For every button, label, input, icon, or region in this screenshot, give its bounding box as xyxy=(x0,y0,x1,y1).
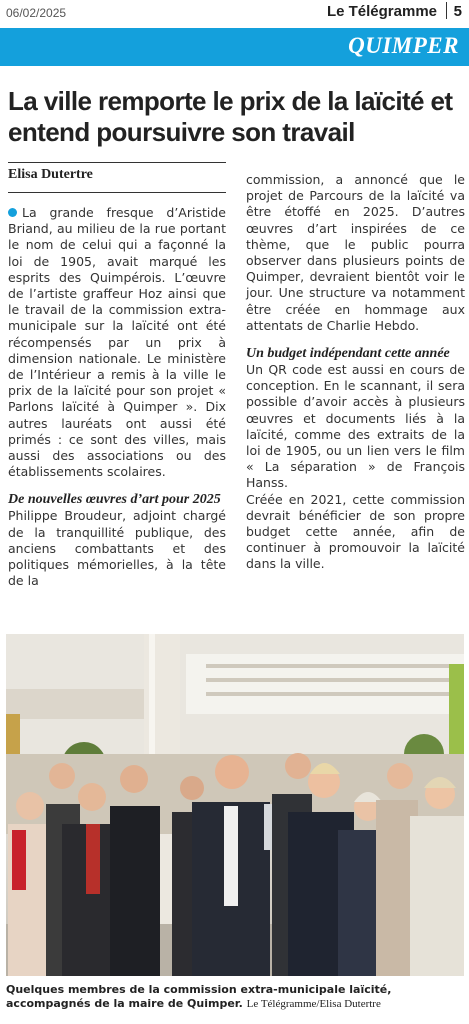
section-subhead: De nouvelles œuvres d’art pour 2025 xyxy=(8,492,221,508)
article-headline: La ville remporte le prix de la laïcité et entend poursuivre son travail xyxy=(8,86,453,147)
publication-name: Le Télégramme xyxy=(326,3,437,20)
article-paragraph: Créée en 2021, cette commission devrait bénéficier de son propre budget cette année, afin de continuer à promouvoir la laïcité dans la ville. xyxy=(246,491,465,572)
article-column-1 xyxy=(8,205,226,589)
section-subhead: Un budget indépendant cette année xyxy=(246,346,450,362)
article-paragraph: commission, a annoncé que le projet de Parcours de la laïcité va être étoffé en 2025. D’autres œuvres d’art inspirées de ce thème, que le public pourra observer dans plusieurs points de Quimper, devraient bientôt voir le jour. Une structure va notamment être créée en hommage aux attentats de Charlie Hebdo. xyxy=(246,172,465,333)
article-paragraph xyxy=(8,205,226,480)
bullet-icon xyxy=(8,208,17,217)
header-divider xyxy=(446,2,447,19)
page-number: 5 xyxy=(453,3,462,20)
section-banner xyxy=(0,28,469,66)
group-photo xyxy=(6,634,464,976)
photo-caption xyxy=(6,983,466,1011)
byline-rule-bottom xyxy=(8,192,226,193)
group-photo-illustration xyxy=(6,634,464,976)
article-paragraph: Philippe Broudeur, adjoint chargé de la tranquillité publique, des anciens combattants et des politiques mémorielles, à la tête de la xyxy=(8,508,226,589)
byline-rule-top xyxy=(8,162,226,163)
lead-text: La grande fresque d’Aristide Briand, au milieu de la rue portant le nom de celui qui a façonné la loi de 1905, avait marqué les esprits des Quimpérois. L’œuvre de l’artiste graffeur Hoz ainsi que le travail de la commission extra-municipale sur la laïcité ont été récompensés par un prix à dimension nationale. Le ministère de l’Intérieur a remis à la ville le prix de la laïcité pour son projet « Parlons laïcité à Quimper ». Dix autres lauréats ont aussi été primés : ce sont des villes, mais aussi des associations ou des établissements scolaires. xyxy=(8,205,226,480)
page-header xyxy=(0,0,469,26)
article-paragraph: Un QR code est aussi en cours de conception. En le scannant, il sera possible d’avoir accès à plusieurs œuvres et documents liés à la laïcité, comme des extraits de la loi de 1905, ou un lien vers le film « La séparation » de François Hanss. xyxy=(246,362,465,491)
section-title: QUIMPER xyxy=(348,33,459,58)
caption-text: Quelques membres de la commission extra-municipale laïcité, accompagnés de la maire de Quimper. xyxy=(6,983,392,1010)
article-author: Elisa Dutertre xyxy=(8,167,93,182)
publication-date: 06/02/2025 xyxy=(6,6,67,20)
photo-credit: Le Télégramme/Elisa Dutertre xyxy=(246,998,381,1010)
article-column-2 xyxy=(246,172,465,573)
